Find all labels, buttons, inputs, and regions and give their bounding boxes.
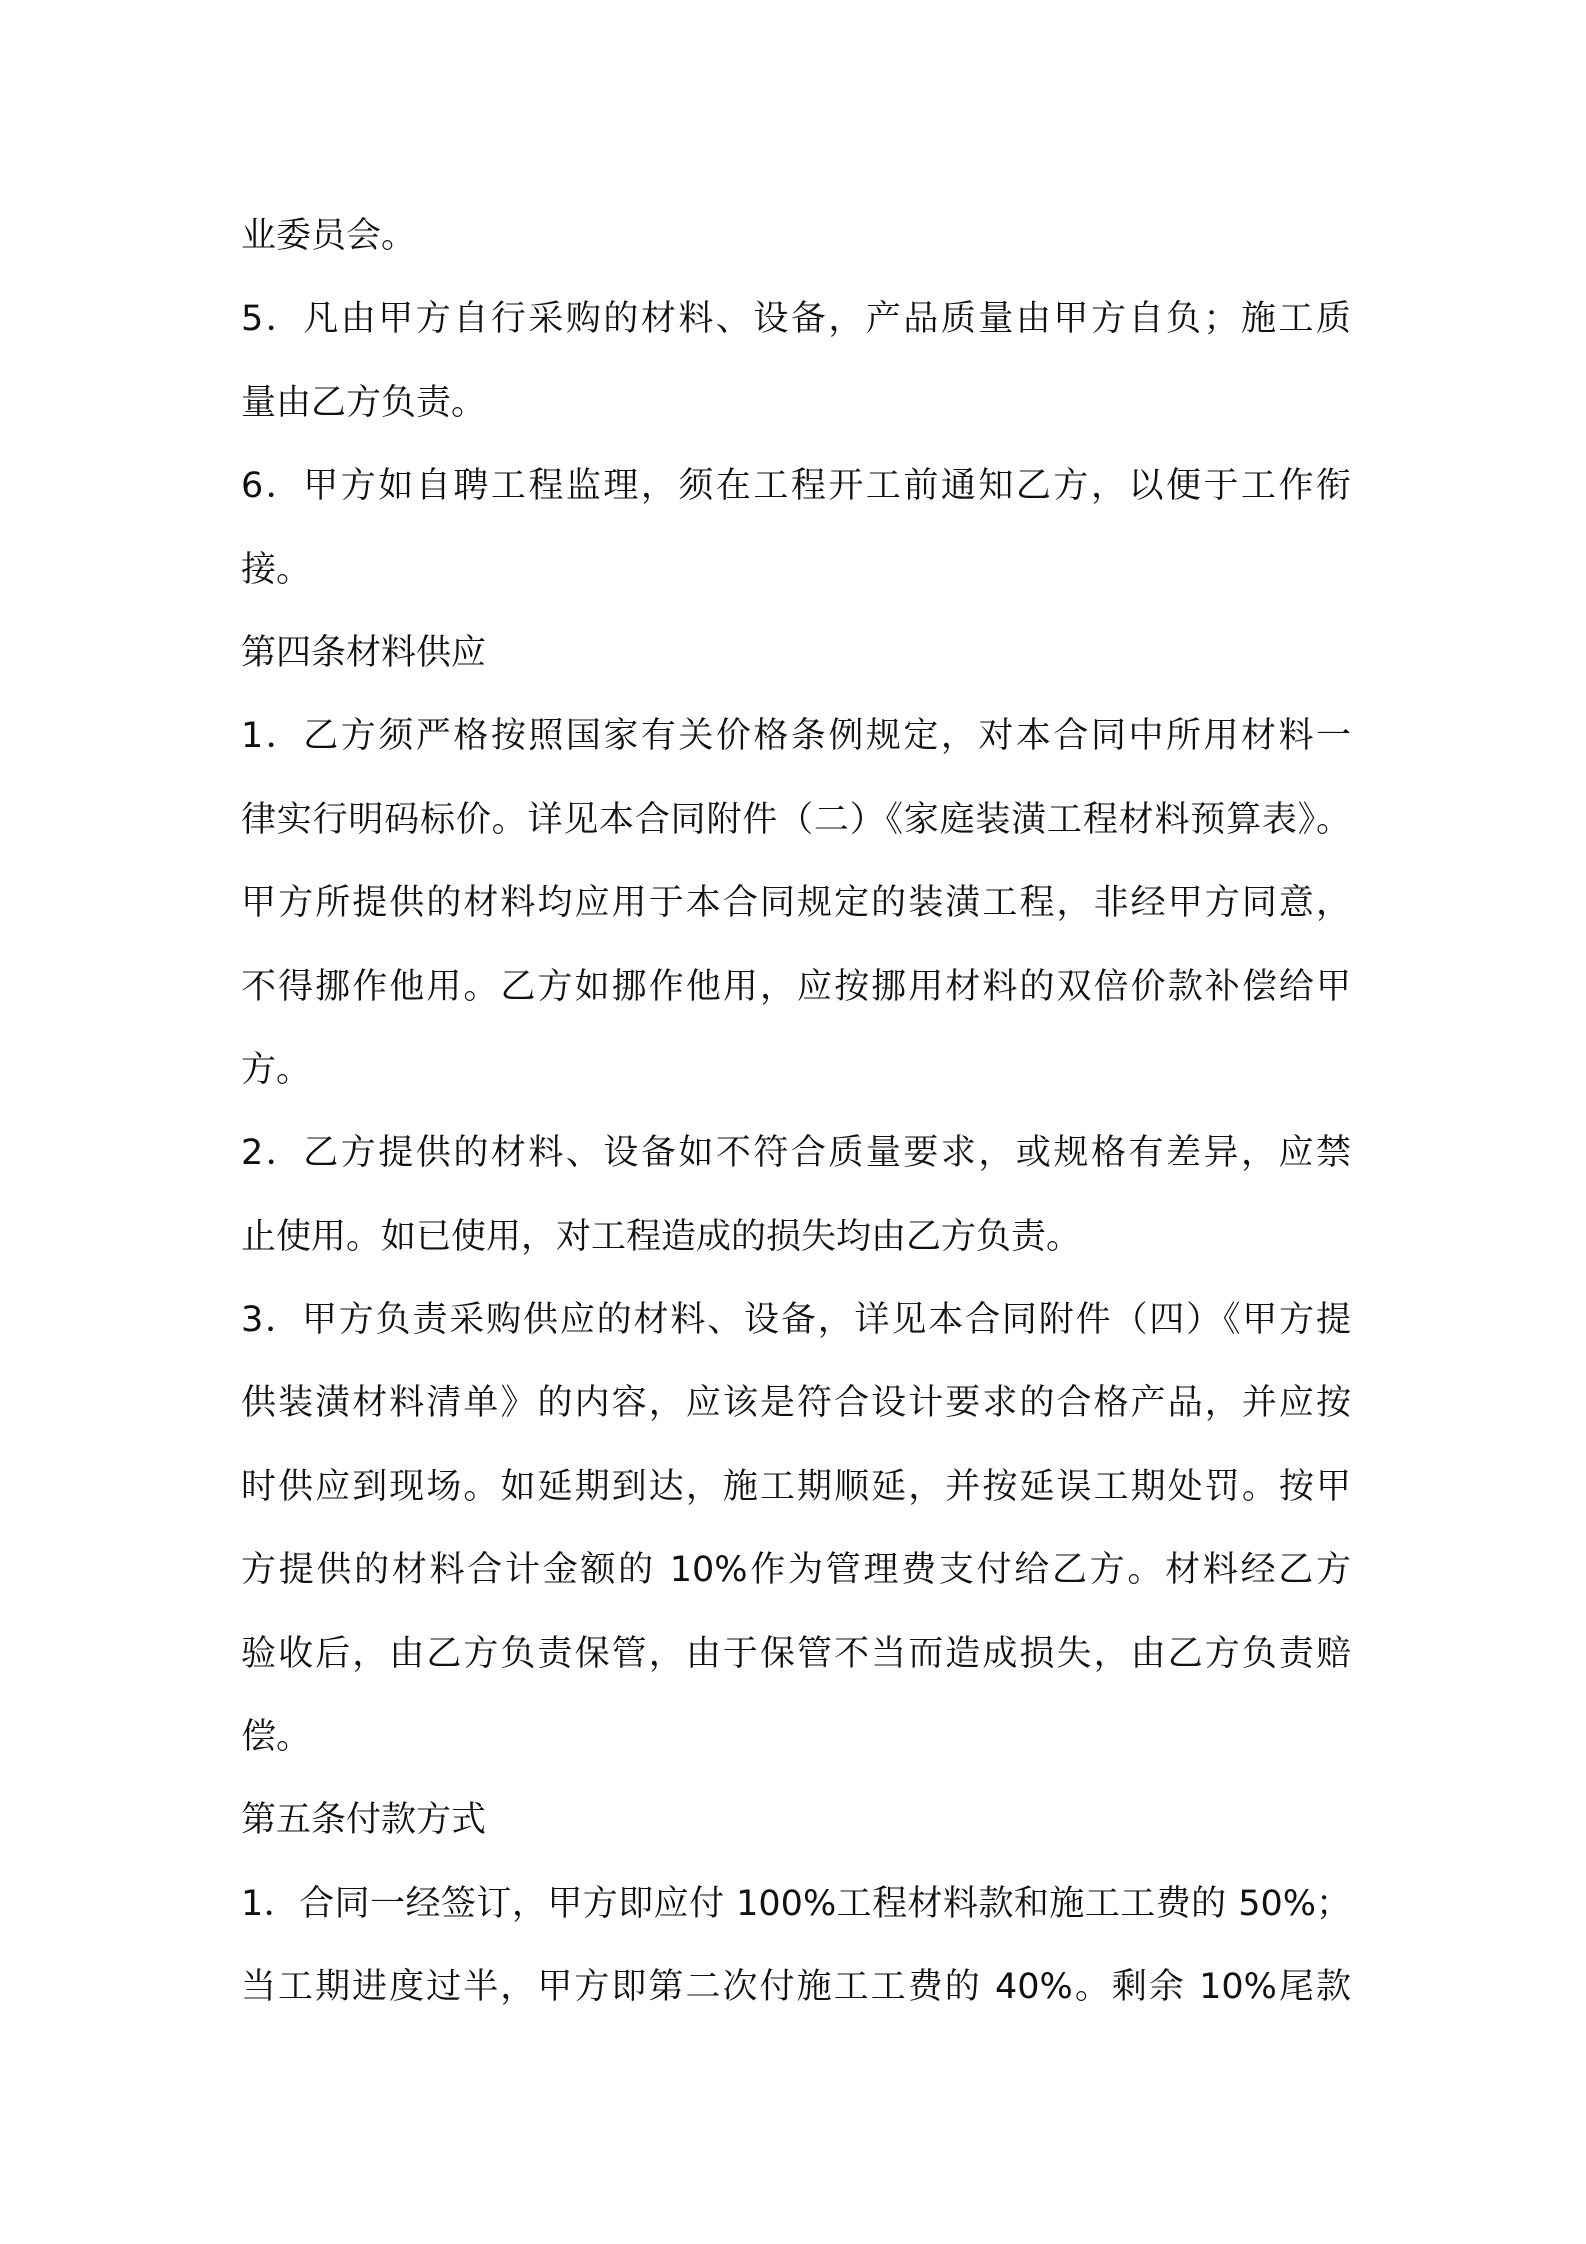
text-line: 2．乙方提供的材料、设备如不符合质量要求，或规格有差异，应禁: [241, 1133, 1351, 1174]
text-line: 6．甲方如自聘工程监理，须在工程开工前通知乙方，以便于工作衔: [241, 466, 1351, 507]
text-line: 时供应到现场。如延期到达，施工期顺延，并按延误工期处罚。按甲: [241, 1466, 1351, 1507]
text-line: 业委员会。: [241, 216, 417, 256]
text-line: 1．合同一经签订，甲方即应付 100%工程材料款和施工工费的 50%；: [241, 1883, 1351, 1924]
text-line: 验收后，由乙方负责保管，由于保管不当而造成损失，由乙方负责赔: [241, 1633, 1351, 1674]
text-line: 3．甲方负责采购供应的材料、设备，详见本合同附件（四）《甲方提: [241, 1300, 1351, 1341]
text-line: 偿。: [241, 1717, 312, 1758]
text-line: 甲方所提供的材料均应用于本合同规定的装潢工程，非经甲方同意，: [241, 883, 1351, 924]
text-line: 止使用。如已使用，对工程造成的损失均由乙方负责。: [241, 1216, 1082, 1257]
text-line: 1．乙方须严格按照国家有关价格条例规定，对本合同中所用材料一: [241, 716, 1351, 757]
section-heading: 第五条付款方式: [241, 1800, 487, 1841]
text-line: 接。: [241, 549, 312, 590]
text-line: 不得挪作他用。乙方如挪作他用，应按挪用材料的双倍价款补偿给甲: [241, 966, 1351, 1007]
text-line: 5．凡由甲方自行采购的材料、设备，产品质量由甲方自负；施工质: [241, 299, 1351, 340]
text-line: 律实行明码标价。详见本合同附件（二）《家庭装潢工程材料预算表》。: [241, 799, 1351, 840]
text-line: 当工期进度过半，甲方即第二次付施工工费的 40%。剩余 10%尾款: [241, 1967, 1351, 2008]
section-heading: 第四条材料供应: [241, 632, 487, 673]
text-line: 方。: [241, 1049, 312, 1090]
text-line: 方提供的材料合计金额的 10%作为管理费支付给乙方。材料经乙方: [241, 1550, 1351, 1591]
text-line: 供装潢材料清单》的内容，应该是符合设计要求的合格产品，并应按: [241, 1383, 1351, 1424]
document-body: [241, 195, 1351, 2030]
text-line: 量由乙方负责。: [241, 382, 487, 423]
